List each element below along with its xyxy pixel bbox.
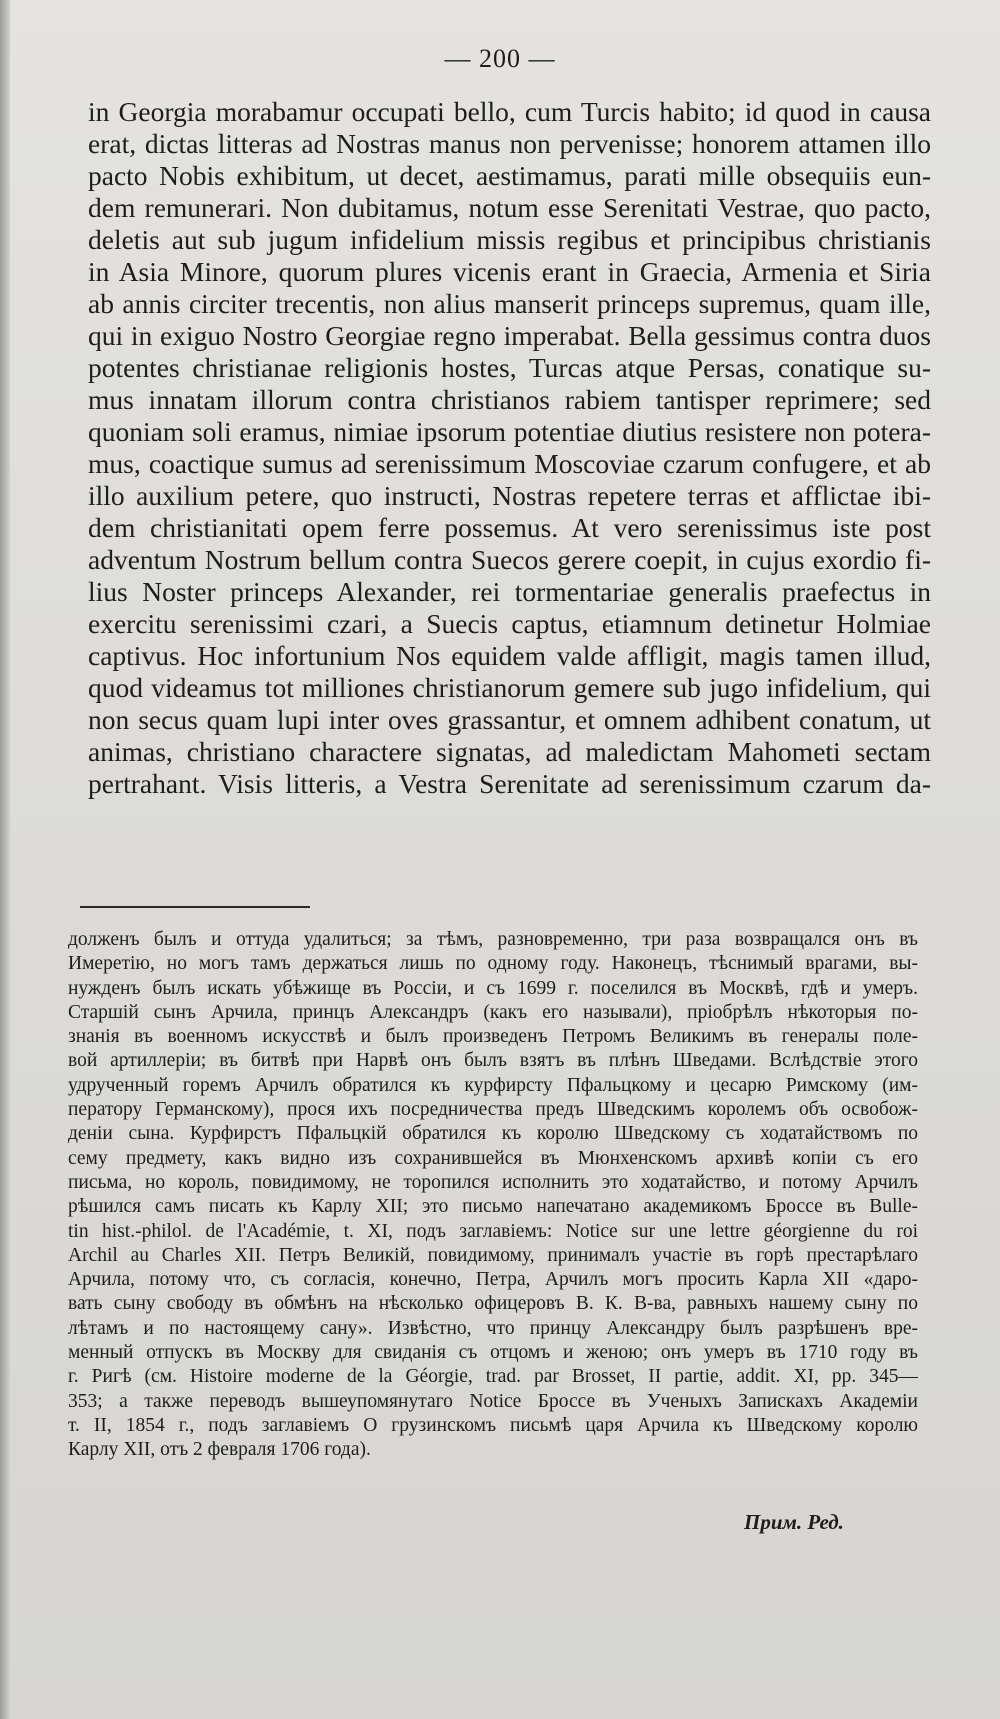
text-line: illo auxilium petere, quo instructi, Nostras repetere terras et afflictae ibi-	[88, 480, 931, 511]
footnote-line: т. II, 1854 г., подъ заглавіемъ О грузинскомъ письмѣ царя Арчила къ Шведскому королю	[68, 1414, 918, 1436]
text-line: pacto Nobis exhibitum, ut decet, aestimamus, parati mille obsequiis eun-	[88, 160, 931, 191]
footnote-line: Арчила, потому что, съ согласія, конечно, Петра, Арчилъ могъ просить Карла XII «даро-	[68, 1269, 918, 1291]
text-line: deletis aut sub jugum infidelium missis regibus et principibus christianis	[88, 224, 931, 255]
page-edge-shadow	[0, 0, 10, 1719]
footnote-line: удрученный горемъ Арчилъ обратился къ курфирсту Пфальцкому и цесарю Римскому (им-	[68, 1074, 918, 1096]
text-line: quod videamus tot milliones christianorum gemere sub jugo infidelium, qui	[88, 672, 931, 703]
text-line: in Asia Minore, quorum plures vicenis erant in Graecia, Armenia et Siria	[88, 256, 931, 287]
footnote-line: письма, но король, повидимому, не торопился исполнить это ходатайство, и потому Арчилъ	[68, 1171, 918, 1193]
footnote-line: Archil au Charles XII. Петръ Великій, повидимому, принималъ участіе въ горѣ престарѣлаго	[68, 1244, 918, 1266]
text-line: mus innatam illorum contra christianos rabiem tantisper reprimere; sed	[88, 384, 931, 415]
footnote-line: ператору Германскому), прося ихъ посредничества предъ Шведскимъ королемъ объ освобож-	[68, 1099, 918, 1121]
text-line: animas, christiano charactere signatas, ad maledictam Mahometi sectam	[88, 736, 931, 767]
text-line: in Georgia morabamur occupati bello, cum Turcis habito; id quod in causa	[88, 96, 931, 127]
main-text	[88, 96, 931, 800]
text-line: qui in exiguo Nostro Georgiae regno imperabat. Bella gessimus contra duos	[88, 320, 931, 351]
text-line: erat, dictas litteras ad Nostras manus non pervenisse; honorem attamen illo	[88, 128, 931, 159]
text-line: dem christianitati opem ferre possemus. At vero serenissimus iste post	[88, 512, 931, 543]
text-line: potentes christianae religionis hostes, Turcas atque Persas, conatique su-	[88, 352, 931, 383]
footnote-line: лѣтамъ и по настоящему сану». Извѣстно, что принцу Александру былъ разрѣшенъ вре-	[68, 1317, 918, 1339]
editor-note-signature: Прим. Ред.	[744, 1510, 844, 1534]
footnote-line: деніи сына. Курфирстъ Пфальцкій обратился къ королю Шведскому съ ходатайствомъ по	[68, 1123, 918, 1145]
page-number: — 200 —	[444, 44, 556, 73]
footnote-line: рѣшился самъ писать къ Карлу XII; это письмо напечатано академикомъ Броссе въ Bulle-	[68, 1196, 918, 1218]
footnote-line: менный отпускъ въ Москву для свиданія съ отцомъ и женою; онъ умеръ въ 1710 году въ	[68, 1342, 918, 1364]
text-line: captivus. Hoc infortunium Nos equidem valde affligit, magis tamen illud,	[88, 640, 931, 671]
text-line: quoniam soli eramus, nimiae ipsorum potentiae diutius resistere non potera-	[88, 416, 931, 447]
text-line: lius Noster princeps Alexander, rei tormentariae generalis praefectus in	[88, 576, 931, 607]
text-line: pertrahant. Visis litteris, a Vestra Serenitate ad serenissimum czarum da-	[88, 768, 931, 799]
footnote-line: вать сыну свободу въ обмѣнъ на нѣсколько офицеровъ В. К. В-ва, равныхъ нашему сыну по	[68, 1293, 918, 1315]
text-line: adventum Nostrum bellum contra Suecos gerere coepit, in cujus exordio fi-	[88, 544, 931, 575]
footnote-line: Карлу XII, отъ 2 февраля 1706 года).	[68, 1439, 371, 1461]
text-line: mus, coactique sumus ad serenissimum Moscoviae czarum confugere, et ab	[88, 448, 931, 479]
text-line: ab annis circiter trecentis, non alius manserit princeps supremus, quam ille,	[88, 288, 931, 319]
text-line: dem remunerari. Non dubitamus, notum esse Serenitati Vestrae, quo pacto,	[88, 192, 931, 223]
footnote-line: 353; а также переводъ вышеупомянутаго Notice Броссе въ Ученыхъ Запискахъ Академіи	[68, 1390, 918, 1412]
footnote	[68, 928, 918, 1463]
footnote-line: Старшій сынъ Арчила, принцъ Александръ (какъ его называли), пріобрѣлъ нѣкоторыя по-	[68, 1001, 918, 1023]
footnote-line: знанія въ военномъ искусствѣ и былъ произведенъ Петромъ Великимъ въ генералы поле-	[68, 1026, 918, 1048]
footnote-line: сему предмету, какъ видно изъ сохранившейся въ Мюнхенскомъ архивѣ копіи съ его	[68, 1147, 918, 1169]
text-line: exercitu serenissimi czari, a Suecis captus, etiamnum detinetur Holmiae	[88, 608, 931, 639]
footnote-line: г. Ригѣ (см. Histoire moderne de la Géorgie, trad. par Brosset, II partie, addit. XI, pp. 345—	[68, 1366, 918, 1388]
footnote-line: вой артиллеріи; въ битвѣ при Нарвѣ онъ былъ взятъ въ плѣнъ Шведами. Вслѣдствіе этого	[68, 1050, 918, 1072]
footnote-line: tin hist.-philol. de l'Académie, t. XI, подъ заглавіемъ: Notice sur une lettre géorgienne du roi	[68, 1220, 918, 1242]
footnote-line: Имеретію, но могъ тамъ держаться лишь по одному году. Наконецъ, тѣснимый врагами, вы-	[68, 953, 918, 975]
footnote-separator	[80, 906, 310, 908]
footnote-line: нужденъ былъ искать убѣжище въ Россіи, и съ 1699 г. поселился въ Москвѣ, гдѣ и умеръ.	[68, 977, 918, 999]
text-line: non secus quam lupi inter oves grassantur, et omnem adhibent conatum, ut	[88, 704, 931, 735]
footnote-line: долженъ былъ и оттуда удалиться; за тѣмъ, разновременно, три раза возвращался онъ въ	[68, 929, 918, 950]
